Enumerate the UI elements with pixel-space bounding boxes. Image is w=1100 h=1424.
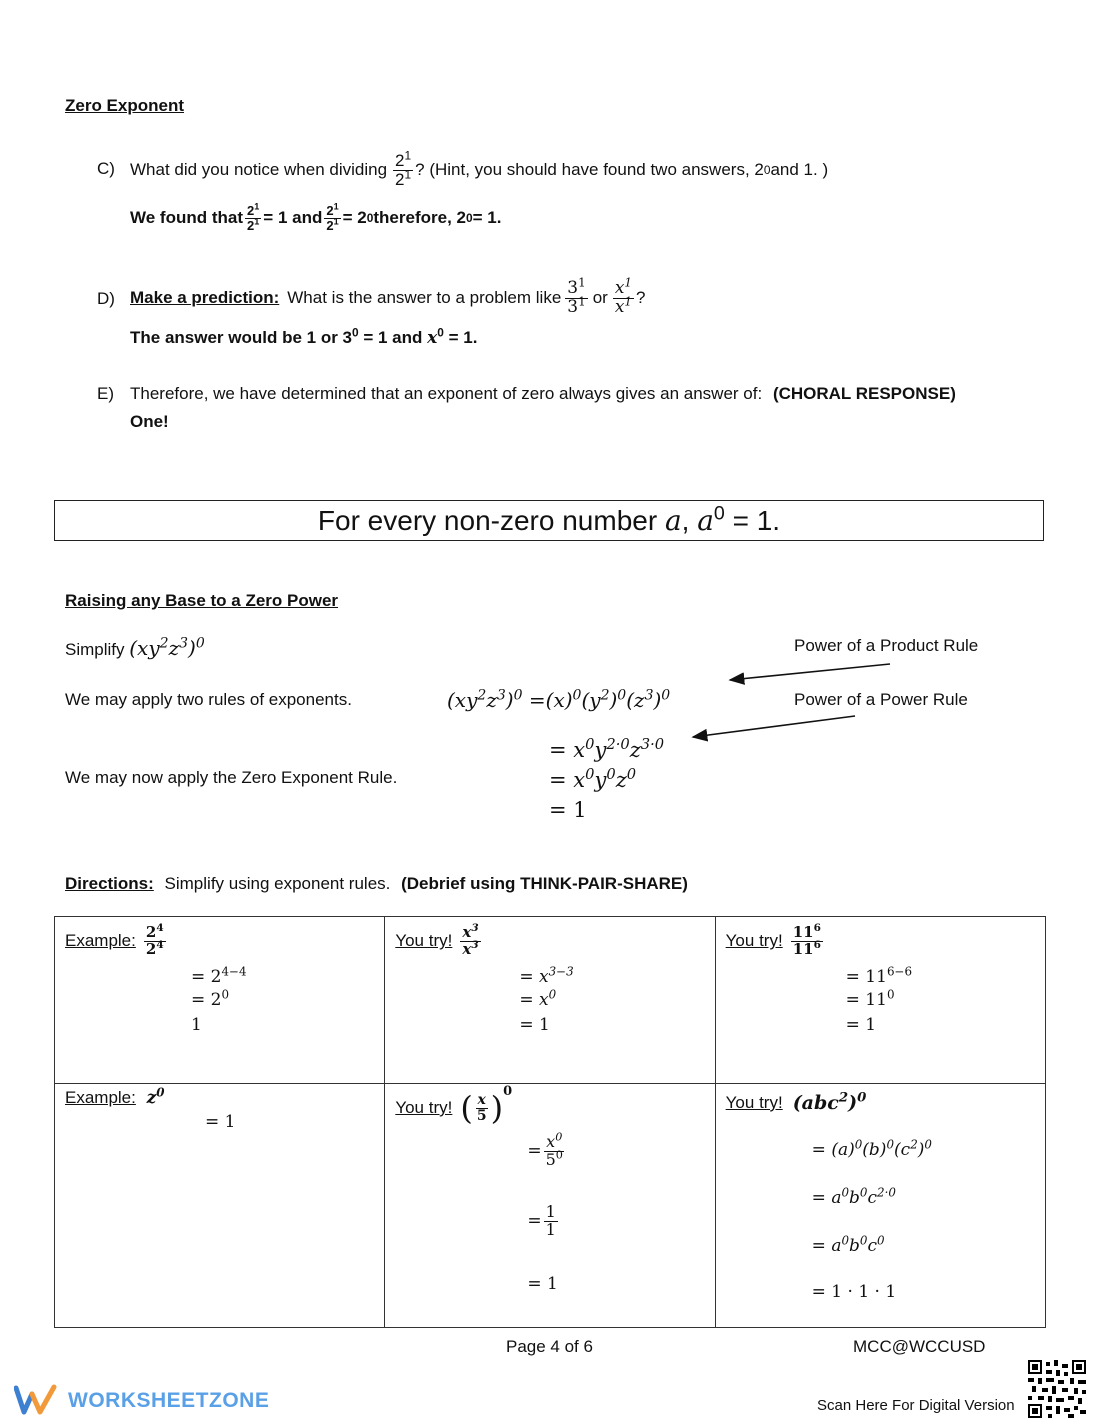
qr-code-icon[interactable] <box>1028 1360 1086 1418</box>
arrow-product-rule <box>730 664 890 680</box>
directions-line <box>65 874 688 894</box>
item-c-answer-tail: therefore, 2 <box>373 208 466 227</box>
item-d-answer-mid: = 1 and <box>358 328 428 347</box>
step2-label: We may now apply the Zero Exponent Rule. <box>65 768 398 787</box>
brand-name[interactable]: WORKSHEETZONE <box>68 1389 270 1412</box>
item-d-answer-text: The answer would be 1 or 3 <box>130 328 352 347</box>
rule-var: a <box>664 504 682 537</box>
directions-text: Simplify using exponent rules. <box>164 874 391 893</box>
item-d-answer-end: = 1. <box>443 328 478 347</box>
item-e-question: Therefore, we have determined that an exponent of zero always gives an answer of: <box>130 384 763 403</box>
item-c-letter: C) <box>97 159 115 178</box>
zero-exponent-rule-box: For every non-zero number a, $a^0 = 1$. <box>54 500 1044 541</box>
footer-credit: MCC@WCCUSD <box>853 1337 986 1356</box>
fraction-3-over-3: $\frac{3^1}{3^1}$ <box>567 275 586 317</box>
rule-label-power: Power of a Power Rule <box>794 690 968 709</box>
item-d-or: or <box>592 288 608 307</box>
cell-r1c2: You try! $\frac{x^3}{x^3}$ = $x^{3-3}$ = $x^0$ = 1 <box>395 922 574 1035</box>
item-c-answer-final: = 1. <box>472 208 502 227</box>
rule-text: For every non-zero number <box>317 505 665 536</box>
scan-text: Scan Here For Digital Version <box>817 1397 1015 1414</box>
try-label: You try! <box>395 1098 453 1117</box>
example-label: Example: <box>65 1088 136 1107</box>
r1c2-result: = 1 <box>519 1015 550 1035</box>
arrow-power-rule <box>693 716 855 737</box>
exercise-table <box>54 916 1046 1328</box>
simplify-line: Simplify $(xy^2z^3)^0$ <box>65 635 205 660</box>
item-d-question-text: What is the answer to a problem like <box>287 288 562 307</box>
equation-line-2: = $x^0y^{2\cdot 0}z^{3\cdot 0}$ <box>549 736 665 762</box>
item-e-choral: (CHORAL RESPONSE) <box>772 384 956 403</box>
page-number: Page 4 of 6 <box>506 1337 593 1356</box>
r2c1-result: = 1 <box>205 1112 236 1132</box>
item-c-answer-prefix: We found that <box>130 208 243 227</box>
worksheetzone-logo-icon <box>14 1384 62 1416</box>
item-c-question: What did you notice when dividing $\frac{2^1}{2^1}$ ? (Hint, you should have found two answers, 2 0 and 1. ) <box>130 148 829 189</box>
cell-r1c3: You try! $\frac{11^6}{11^6}$ = $11^{6-6}$ = $11^0$ = 1 <box>725 922 913 1035</box>
cell-r1c1: Example: $\frac{2^4}{2^4}$ = $2^{4-4}$ = $2^0$ 1 <box>65 922 247 1035</box>
try-label: You try! <box>725 931 783 951</box>
section-title-zero-exponent: Zero Exponent <box>65 96 185 115</box>
cell-r2c3: You try! $(abc^2)^0$ = $(a)^0(b)^0(c^2)^0$ = $a^0b^0c^{2\cdot 0}$ = $a^0b^0c^0$ = 1 · 1 · 1 <box>725 1090 932 1302</box>
item-c-answer: We found that $\frac{2^1}{2^1}$ = 1 and $\frac{2^1}{2^1}$ = 2 0 therefore, 2 0 = 1. <box>130 201 502 233</box>
rule-label-product: Power of a Product Rule <box>794 636 979 655</box>
item-e-answer: One! <box>130 412 169 431</box>
item-d-letter: D) <box>97 289 115 308</box>
rule-mid: , <box>681 505 698 536</box>
directions-label: Directions: <box>65 874 154 893</box>
cell-r2c1: Example: $z^0$ = 1 <box>65 1085 236 1132</box>
item-e-letter: E) <box>97 384 114 403</box>
r1c1-result: 1 <box>191 1015 202 1035</box>
item-c-answer-end: = 2 <box>342 208 367 227</box>
equation-line-3: = $x^0y^0z^0$ <box>549 766 637 792</box>
cell-r2c2: You try! ( $\frac{x}{5}$ ) $^0$ = $\frac{x^0}{5^0}$ = $\frac{1}{1}$ = 1 <box>395 1084 563 1294</box>
step1-label: We may apply two rules of exponents. <box>65 690 352 709</box>
r1c3-result: = 1 <box>845 1015 877 1035</box>
section-title-zero-power: Raising any Base to a Zero Power <box>65 591 339 610</box>
directions-debrief: (Debrief using THINK-PAIR-SHARE) <box>401 874 688 893</box>
item-c-hint: ? (Hint, you should have found two answers, 2 <box>415 160 764 179</box>
item-d-label: Make a prediction: <box>130 288 280 307</box>
fraction-a: $\frac{2^1}{2^1}$ <box>247 201 260 233</box>
try-label: You try! <box>395 931 453 951</box>
item-d-answer: The answer would be 1 or $3^0 = 1$ and $x^0 = 1$. <box>130 325 478 348</box>
item-c-answer-mid: = 1 and <box>263 208 323 227</box>
rule-end: = 1. <box>724 505 781 536</box>
example-label: Example: <box>65 931 136 951</box>
item-d-qmark: ? <box>635 288 646 307</box>
equation-line-1: $(xy^2z^3)^0 =(x)^0(y^2)^0(z^3)^0$ <box>447 687 671 712</box>
item-c-hint-end: and 1. ) <box>770 160 829 179</box>
fraction-b: $\frac{2^1}{2^1}$ <box>326 201 339 233</box>
r2c3-result: = 1 · 1 · 1 <box>811 1282 897 1302</box>
try-label: You try! <box>725 1093 783 1112</box>
fraction-x-over-x: $\frac{x^1}{x^1}$ <box>614 275 632 317</box>
item-c-question-text: What did you notice when dividing <box>130 160 388 179</box>
equation-line-4: = 1 <box>549 798 587 822</box>
fraction-2-over-2: $\frac{2^1}{2^1}$ <box>395 148 412 189</box>
r2c2-result: = 1 <box>527 1274 558 1294</box>
simplify-label: Simplify <box>65 640 125 659</box>
